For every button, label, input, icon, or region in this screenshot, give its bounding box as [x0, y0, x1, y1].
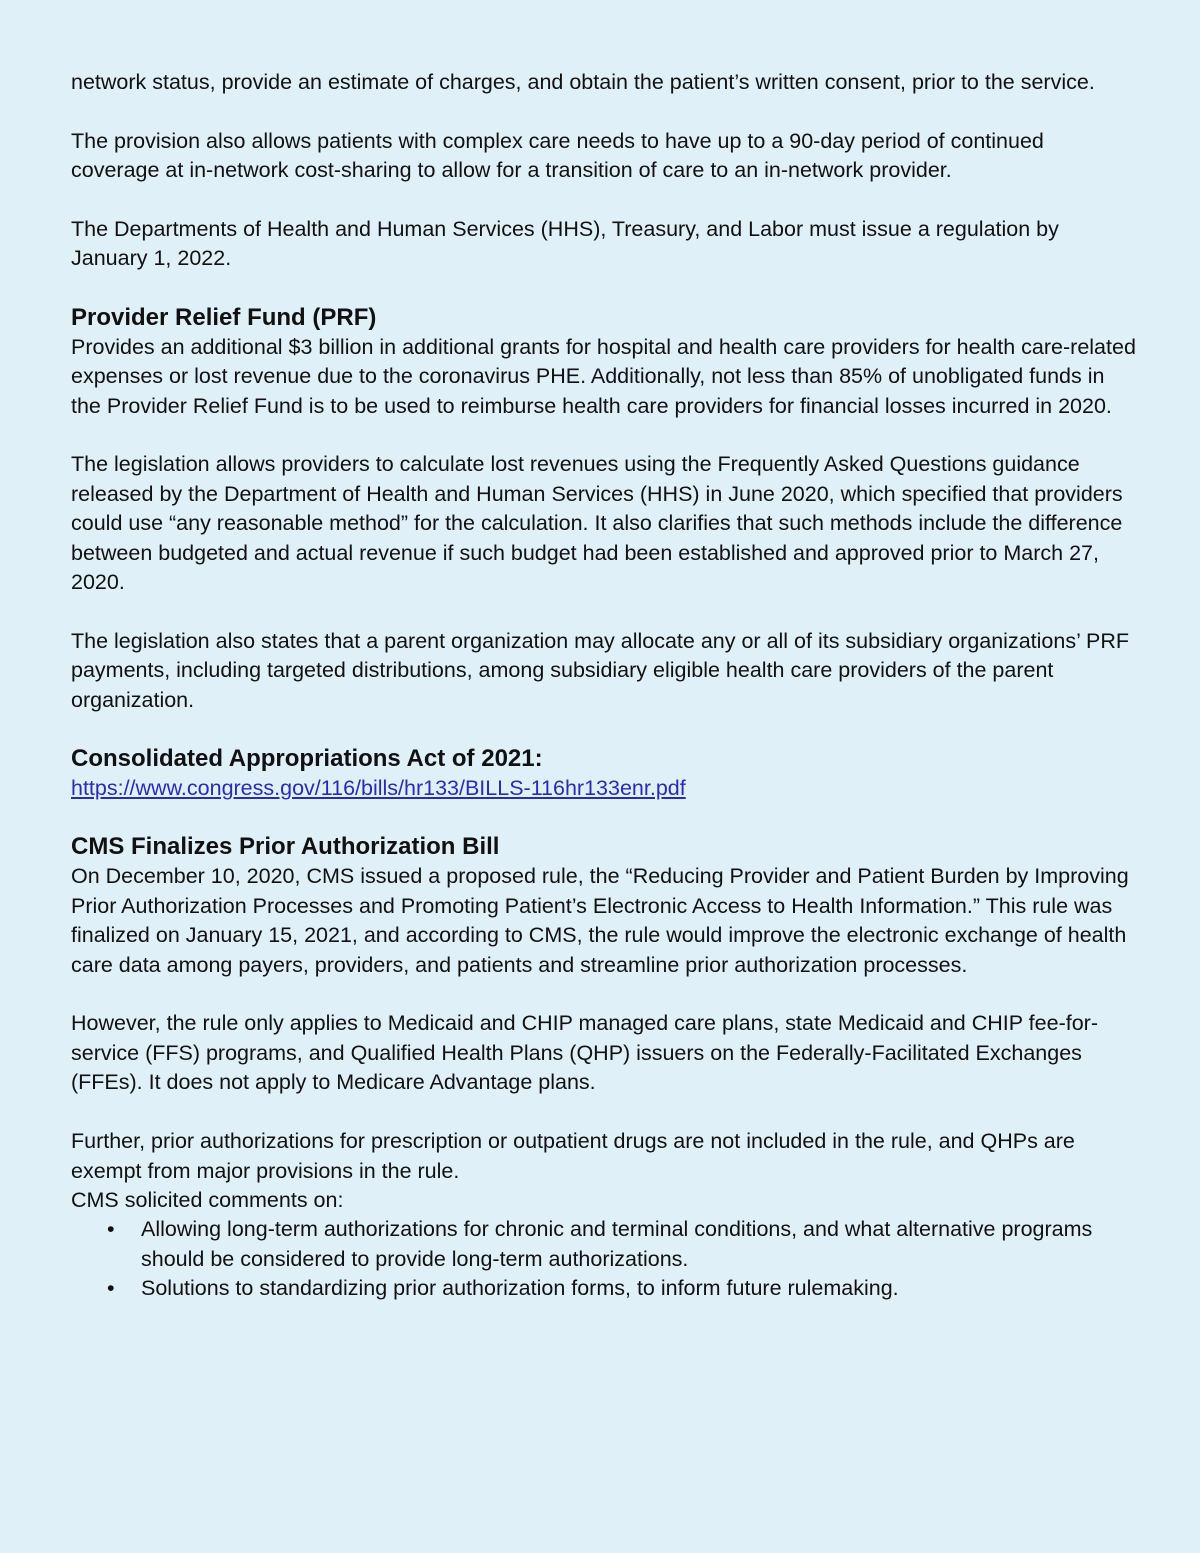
intro-paragraph-3: The Departments of Health and Human Services (HHS), Treasury, and Labor must issue a regulation by January 1, 2022. — [71, 217, 1059, 271]
cms-paragraph-2: However, the rule only applies to Medicaid and CHIP managed care plans, state Medicaid and CHIP fee-for-service (FFS) programs, and Qualified Health Plans (QHP) issuers on the Federally-Facilitated Exchanges (FFEs). It does not apply to Medicare Advantage plans. — [71, 1011, 1098, 1095]
list-item — [71, 1215, 1136, 1274]
prf-heading: Provider Relief Fund (PRF) — [71, 303, 377, 331]
prf-paragraph-3: The legislation also states that a parent organization may allocate any or all of its subsidiary organizations’ PRF payments, including targeted distributions, among subsidiary eligible health care providers of the parent organization. — [71, 628, 1130, 712]
cms-paragraph-1: On December 10, 2020, CMS issued a proposed rule, the “Reducing Provider and Patient Burden by Improving Prior Authorization Processes and Promoting Patient’s Electronic Access to Health Information.” This rule was finalized on January 15, 2021, and according to CMS, the rule would improve the electronic exchange of health care data among payers, providers, and patients and streamline prior authorization processes. — [71, 864, 1129, 977]
cms-comments-intro: CMS solicited comments on: — [71, 1187, 344, 1212]
cms-heading: CMS Finalizes Prior Authorization Bill — [71, 833, 500, 861]
cms-section — [71, 831, 1136, 1303]
bullet-icon: • — [107, 1217, 115, 1242]
intro-paragraph-2: The provision also allows patients with complex care needs to have up to a 90-day period of continued coverage at in-network cost-sharing to allow for a transition of care to an in-network provider. — [71, 128, 1044, 183]
list-item-text: Allowing long-term authorizations for chronic and terminal conditions, and what alternative programs should be considered to provide long-term authorizations. — [141, 1217, 1093, 1271]
list-item-text: Solutions to standardizing prior authorization forms, to inform future rulemaking. — [141, 1276, 899, 1301]
list-item — [71, 1274, 1136, 1303]
prf-section — [71, 302, 1136, 715]
prf-paragraph-2: The legislation allows providers to calculate lost revenues using the Frequently Asked Questions guidance released by the Department of Health and Human Services (HHS) in June 2020, which specified that providers could use “any reasonable method” for the calculation. It also clarifies that such methods include the difference between budgeted and actual revenue if such budget had been established and approved prior to March 27, 2020. — [71, 452, 1123, 595]
bullet-icon: • — [107, 1276, 115, 1301]
caa-heading: Consolidated Appropriations Act of 2021: — [71, 745, 543, 773]
caa-section — [71, 743, 1136, 803]
document-page — [71, 68, 1136, 1304]
caa-bill-link[interactable]: https://www.congress.gov/116/bills/hr133/BILLS-116hr133enr.pdf — [71, 776, 686, 801]
cms-comments-list — [71, 1215, 1136, 1303]
cms-paragraph-3: Further, prior authorizations for prescription or outpatient drugs are not included in the rule, and QHPs are exempt from major provisions in the rule. — [71, 1129, 1075, 1183]
prf-paragraph-1: Provides an additional $3 billion in additional grants for hospital and health care providers for health care-related expenses or lost revenue due to the coronavirus PHE. Additionally, not less than 85% of unobligated funds in the Provider Relief Fund is to be used to reimburse health care providers for financial losses incurred in 2020. — [71, 334, 1136, 418]
intro-paragraph-1: network status, provide an estimate of charges, and obtain the patient’s written consent, prior to the service. — [71, 70, 1095, 94]
